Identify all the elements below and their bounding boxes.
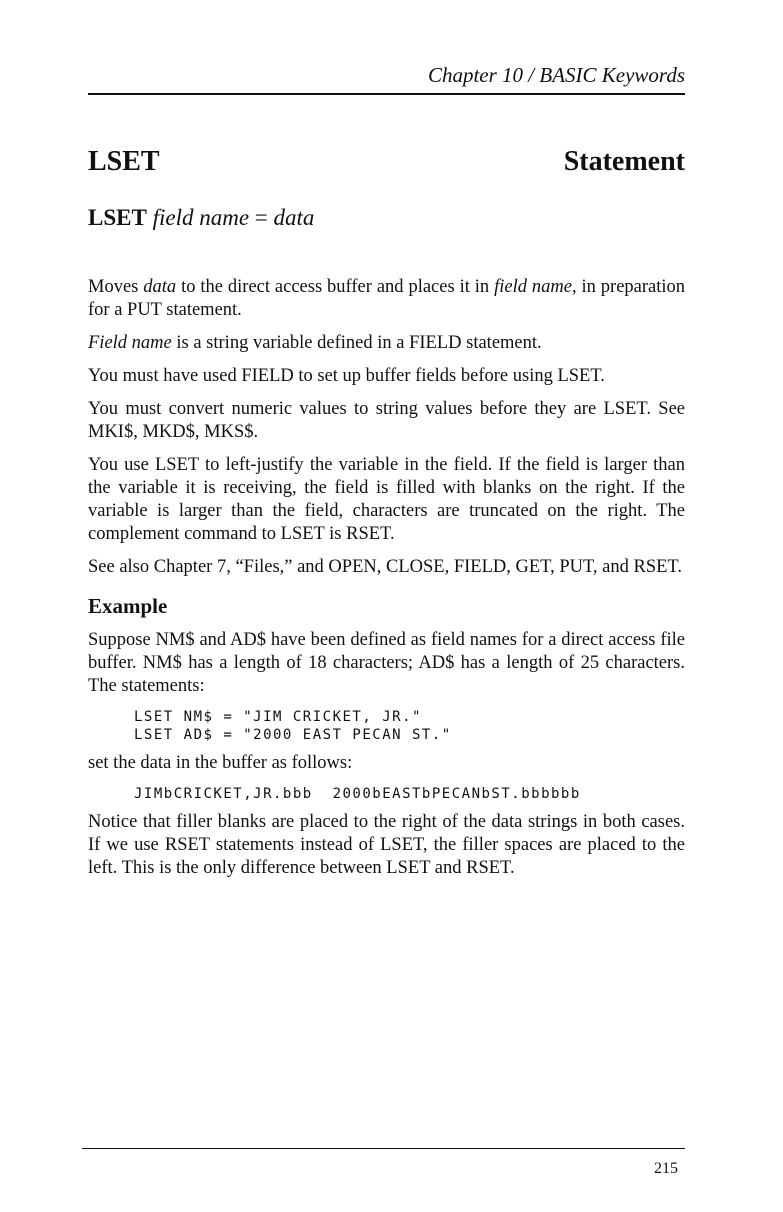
paragraph-1	[88, 276, 685, 322]
header-rule	[88, 93, 685, 95]
paragraph-3: You must have used FIELD to set up buffer fields before using LSET.	[88, 366, 605, 386]
keyword-type: Statement	[563, 146, 685, 177]
p1-text-a: Moves	[88, 277, 144, 297]
footer-rule	[82, 1148, 685, 1149]
buffer-contents: JIMbCRICKET,JR.bbb 2000bEASTbPECANbST.bbbbbb	[134, 786, 581, 802]
paragraph-2	[88, 332, 685, 355]
syntax-equals: =	[249, 205, 274, 230]
p2-text: is a string variable defined in a FIELD statement.	[171, 333, 542, 353]
p1-term-data: data	[143, 277, 177, 297]
code-line: LSET NM$ = "JIM CRICKET, JR."	[134, 709, 422, 725]
result-intro: set the data in the buffer as follows:	[88, 753, 353, 773]
example-heading: Example	[88, 594, 168, 618]
p2-term-field-name: Field name	[88, 333, 172, 353]
paragraph-5: You use LSET to left-justify the variable in the field. If the field is larger than the variable it is receiving, the field is filled with blanks on the right. If the variable is larger than the field, characters are truncated on the right. The complement command to LSET is RSET.	[88, 455, 685, 544]
paragraph-4: You must convert numeric values to string values before they are LSET. See MKI$, MKD$, MKS$.	[88, 399, 685, 442]
paragraph-6: See also Chapter 7, “Files,” and OPEN, CLOSE, FIELD, GET, PUT, and RSET.	[88, 557, 682, 577]
code-block	[134, 708, 685, 744]
syntax-keyword: LSET	[88, 205, 147, 230]
p1-text-c: to the direct access buffer and places it in	[176, 277, 495, 297]
p1-term-field-name: field name	[494, 277, 572, 297]
running-header: Chapter 10 / BASIC Keywords	[427, 63, 685, 87]
syntax-value: data	[273, 205, 315, 230]
code-line: LSET AD$ = "2000 EAST PECAN ST."	[134, 727, 452, 743]
example-intro: Suppose NM$ and AD$ have been defined as field names for a direct access file buffer. NM$ has a length of 18 characters; AD$ has a length of 25 characters. The statements:	[88, 630, 685, 696]
example-note: Notice that filler blanks are placed to the right of the data strings in both cases. If we use RSET statements instead of LSET, the filler spaces are placed to the left. This is the only difference between LSET and RSET.	[88, 812, 685, 878]
keyword-title: LSET	[88, 146, 160, 177]
body-text	[88, 276, 685, 890]
page-number: 215	[654, 1160, 678, 1177]
syntax-line	[88, 205, 314, 231]
p1-text-e: , in preparation for a PUT statement.	[88, 277, 686, 320]
syntax-args: field name	[152, 205, 250, 230]
